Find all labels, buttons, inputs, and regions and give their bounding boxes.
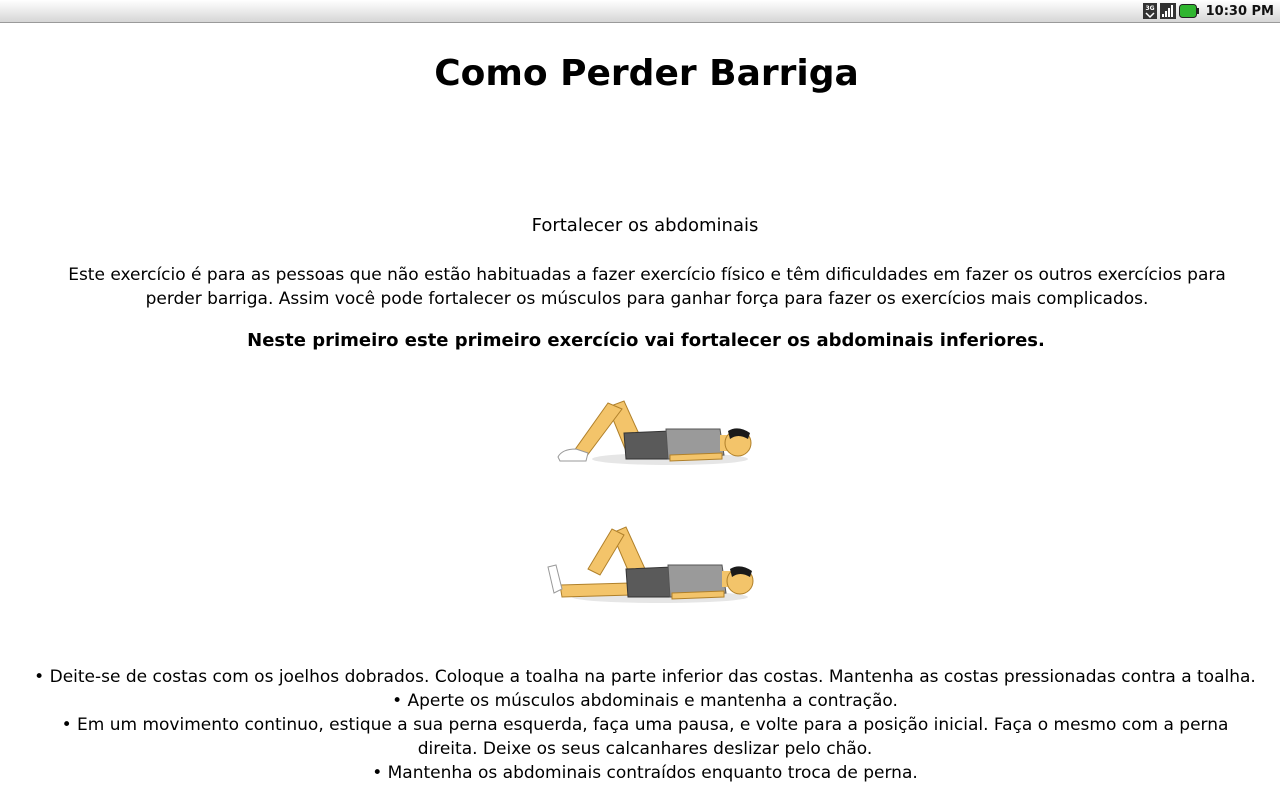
network-3g-icon — [1143, 3, 1157, 19]
exercise-illustration-leg-extended — [540, 525, 760, 609]
page-title: Como Perder Barriga — [434, 53, 859, 94]
status-icons — [1143, 2, 1274, 20]
list-item: • Mantenha os abdominais contraídos enquanto troca de perna. — [372, 763, 918, 783]
battery-icon — [1179, 4, 1199, 18]
exercise-illustration-knees-bent — [552, 395, 756, 471]
signal-strength-icon — [1160, 3, 1176, 19]
network-type-label: 3G — [1145, 5, 1155, 12]
section-subtitle: Fortalecer os abdominais — [531, 215, 759, 236]
list-item: • Em um movimento continuo, estique a sua perna esquerda, faça uma pausa, e volte para a posição inicial. Faça o mesmo com a perna direita. Deixe os seus calcanhares deslizar pelo chão. — [61, 715, 1229, 759]
article-page — [0, 23, 1280, 800]
list-item: • Deite-se de costas com os joelhos dobrados. Coloque a toalha na parte inferior das costas. Mantenha as costas pressionadas contra a toalha. — [34, 667, 1256, 687]
status-clock: 10:30 PM — [1205, 3, 1274, 19]
status-bar — [0, 0, 1280, 23]
exercise-highlight: Neste primeiro este primeiro exercício vai fortalecer os abdominais inferiores. — [247, 330, 1045, 351]
list-item: • Aperte os músculos abdominais e mantenha a contração. — [392, 691, 898, 711]
instruction-list — [30, 665, 1260, 785]
intro-paragraph: Este exercício é para as pessoas que não estão habituadas a fazer exercício físico e têm dificuldades em fazer os outros exercícios para perder barriga. Assim você pode fortalecer os músculos para ganhar força para fazer os exercícios mais complicados. — [68, 265, 1226, 309]
